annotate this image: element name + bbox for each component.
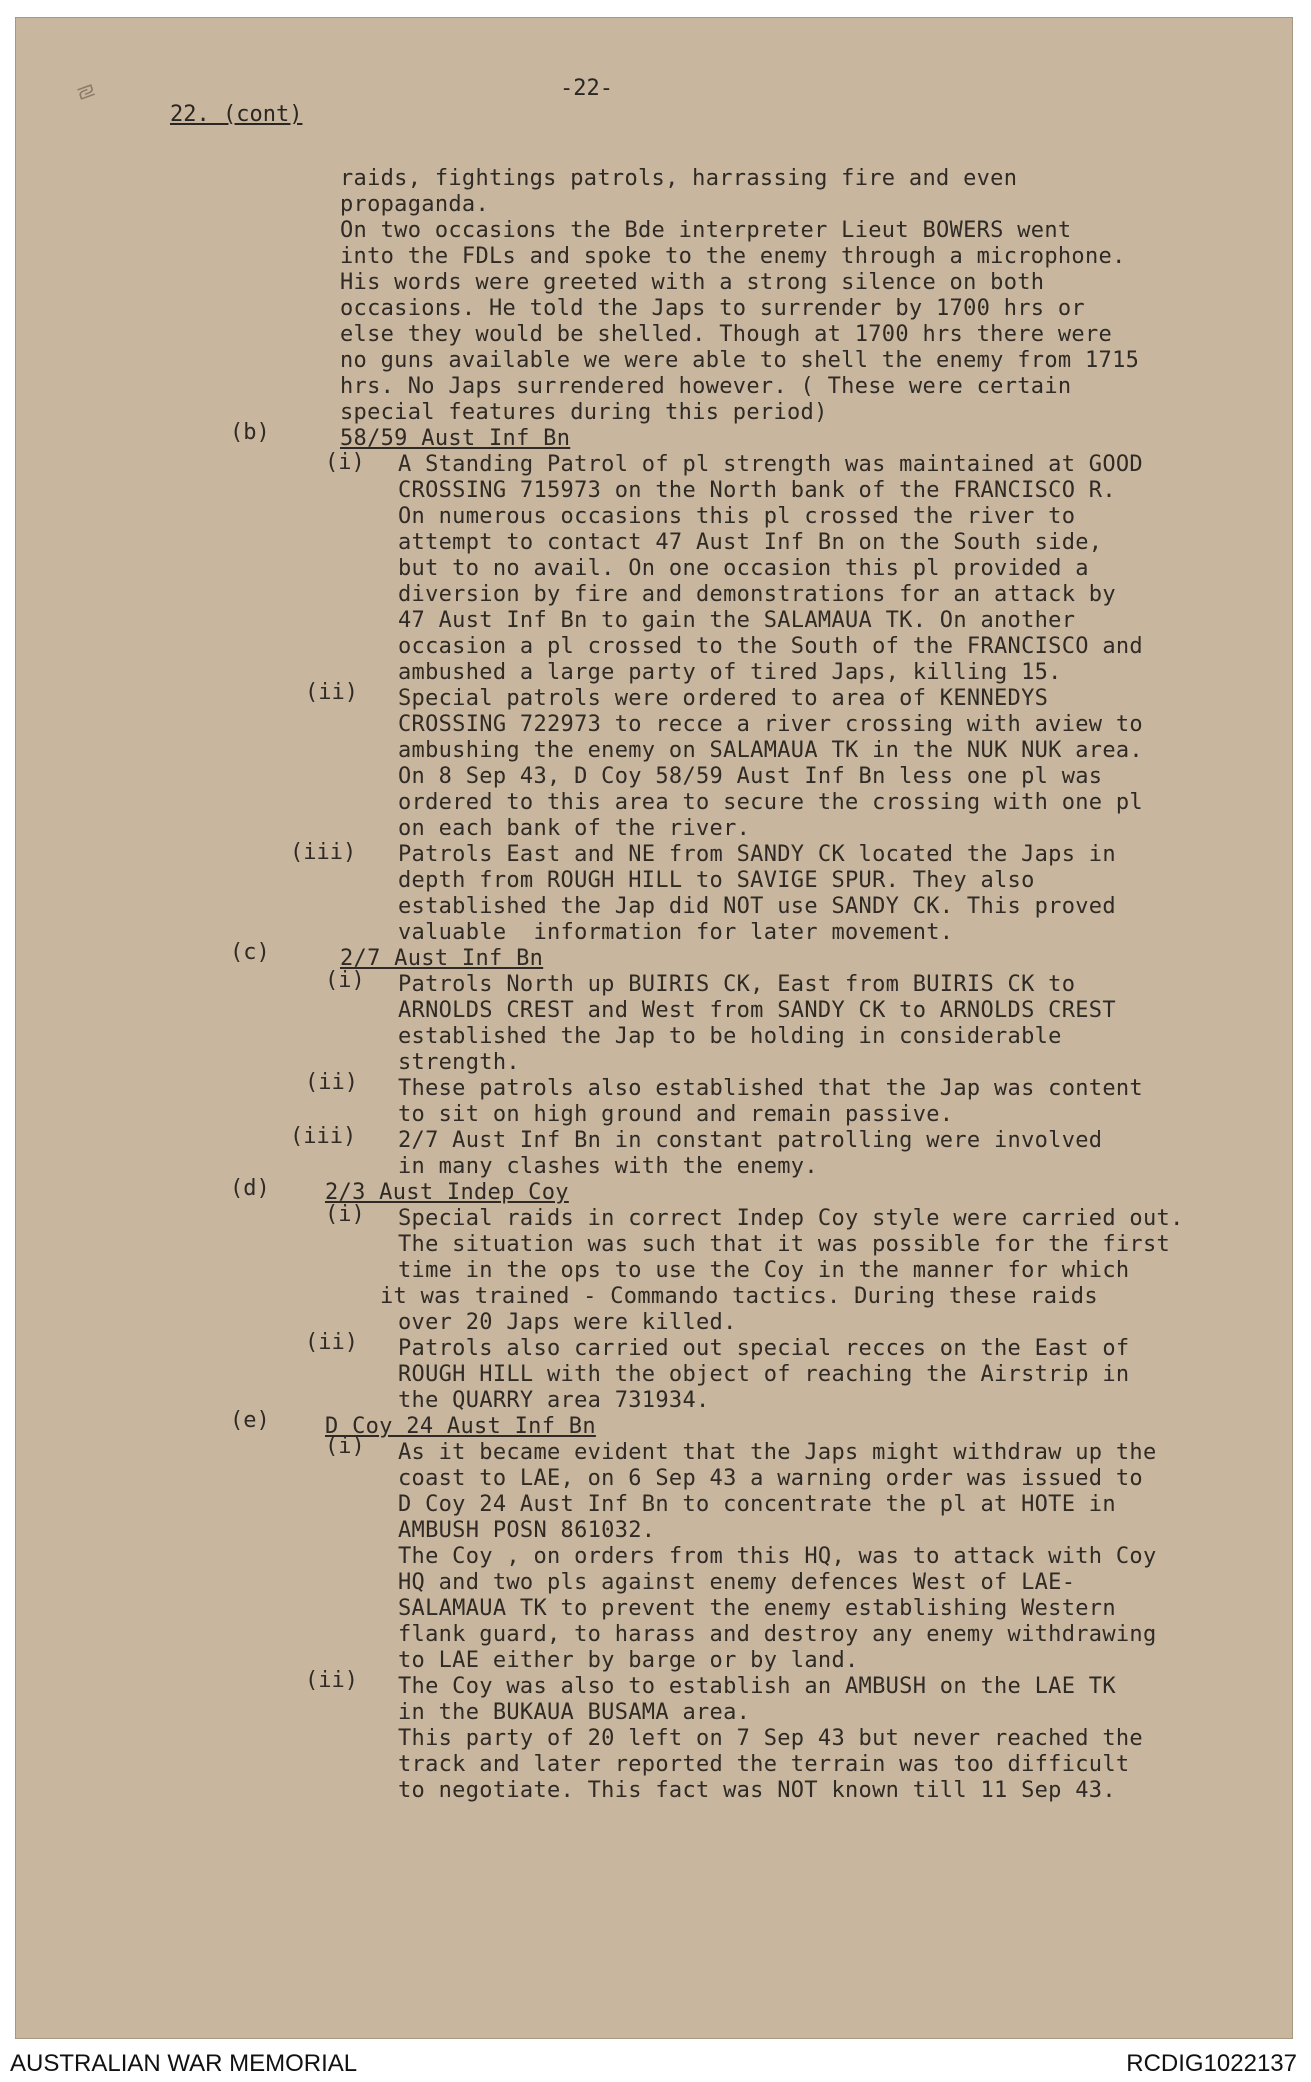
text-line: valuable information for later movement. [398, 920, 954, 945]
section-heading: 2/7 Aust Inf Bn [340, 946, 544, 971]
text-line: Patrols East and NE from SANDY CK located the Japs in [398, 842, 1116, 867]
text-line: occasions. He told the Japs to surrender by 1700 hrs or [340, 296, 1085, 321]
item-marker: (ii) [305, 1070, 358, 1095]
text-line: A Standing Patrol of pl strength was maintained at GOOD [398, 452, 1143, 477]
text-line: track and later reported the terrain was too difficult [398, 1752, 1130, 1777]
text-line: in many clashes with the enemy. [398, 1154, 818, 1179]
section-heading: 58/59 Aust Inf Bn [340, 426, 571, 451]
text-line: depth from ROUGH HILL to SAVIGE SPUR. They also [398, 868, 1035, 893]
text-line: raids, fightings patrols, harrassing fire and even [340, 166, 1018, 191]
text-line: attempt to contact 47 Aust Inf Bn on the South side, [398, 530, 1103, 555]
text-line: Patrols also carried out special recces on the East of [398, 1336, 1130, 1361]
text-line: established the Jap did NOT use SANDY CK. This proved [398, 894, 1116, 919]
text-line: hrs. No Japs surrendered however. ( These were certain [340, 374, 1072, 399]
text-line: On numerous occasions this pl crossed the river to [398, 504, 1076, 529]
text-line: As it became evident that the Japs might withdraw up the [398, 1440, 1157, 1465]
text-line: On 8 Sep 43, D Coy 58/59 Aust Inf Bn less one pl was [398, 764, 1103, 789]
item-marker: (ii) [305, 680, 358, 705]
text-line: The Coy , on orders from this HQ, was to attack with Coy [398, 1544, 1157, 1569]
text-line: Patrols North up BUIRIS CK, East from BUIRIS CK to [398, 972, 1076, 997]
text-line: These patrols also established that the Jap was content [398, 1076, 1143, 1101]
text-line: time in the ops to use the Coy in the manner for which [398, 1258, 1130, 1283]
text-line: established the Jap to be holding in considerable [398, 1024, 1062, 1049]
text-line: it was trained - Commando tactics. During these raids [380, 1284, 1098, 1309]
text-line: His words were greeted with a strong silence on both [340, 270, 1045, 295]
section-marker-d: (d) [230, 1176, 270, 1201]
item-marker: (ii) [305, 1330, 358, 1355]
text-line: on each bank of the river. [398, 816, 751, 841]
text-line: coast to LAE, on 6 Sep 43 a warning order was issued to [398, 1466, 1143, 1491]
text-line: into the FDLs and spoke to the enemy through a microphone. [340, 244, 1126, 269]
item-marker: (iii) [290, 1124, 357, 1149]
text-line: This party of 20 left on 7 Sep 43 but never reached the [398, 1726, 1143, 1751]
text-line: Special patrols were ordered to area of KENNEDYS [398, 686, 1049, 711]
text-line: CROSSING 722973 to recce a river crossing with aview to [398, 712, 1143, 737]
text-line: The Coy was also to establish an AMBUSH on the LAE TK [398, 1674, 1116, 1699]
text-line: ordered to this area to secure the crossing with one pl [398, 790, 1143, 815]
section-marker-c: (c) [230, 940, 270, 965]
text-line: to negotiate. This fact was NOT known till 11 Sep 43. [398, 1778, 1116, 1803]
text-line: the QUARRY area 731934. [398, 1388, 710, 1413]
section-marker-e: (e) [230, 1408, 270, 1433]
text-line: in the BUKAUA BUSAMA area. [398, 1700, 751, 1725]
footer-source: AUSTRALIAN WAR MEMORIAL [10, 2050, 358, 2077]
text-line: propaganda. [340, 192, 489, 217]
page-number: -22- [560, 76, 613, 101]
text-line: SALAMAUA TK to prevent the enemy establishing Western [398, 1596, 1116, 1621]
item-marker: (ii) [305, 1668, 358, 1693]
text-line: 47 Aust Inf Bn to gain the SALAMAUA TK. On another [398, 608, 1076, 633]
paragraph-reference: 22. (cont) [170, 102, 303, 127]
text-line: On two occasions the Bde interpreter Lieut BOWERS went [340, 218, 1072, 243]
section-heading: 2/3 Aust Indep Coy [325, 1180, 569, 1205]
section-heading: D Coy 24 Aust Inf Bn [325, 1414, 596, 1439]
text-line: strength. [398, 1050, 520, 1075]
text-line: diversion by fire and demonstrations for an attack by [398, 582, 1116, 607]
text-line: flank guard, to harass and destroy any enemy withdrawing [398, 1622, 1157, 1647]
text-line: Special raids in correct Indep Coy style were carried out. [398, 1206, 1184, 1231]
text-line: to sit on high ground and remain passive. [398, 1102, 954, 1127]
text-line: ambushed a large party of tired Japs, killing 15. [398, 660, 1062, 685]
text-line: The situation was such that it was possible for the first [398, 1232, 1171, 1257]
text-line: D Coy 24 Aust Inf Bn to concentrate the pl at HOTE in [398, 1492, 1116, 1517]
footer-id: RCDIG1022137 [1126, 2050, 1297, 2077]
text-line: AMBUSH POSN 861032. [398, 1518, 656, 1543]
item-marker: (i) [325, 450, 365, 475]
text-line: CROSSING 715973 on the North bank of the FRANCISCO R. [398, 478, 1116, 503]
archive-footer [0, 2042, 1311, 2082]
text-line: special features during this period) [340, 400, 828, 425]
text-line: to LAE either by barge or by land. [398, 1648, 859, 1673]
archive-stamp: ₪ [72, 82, 100, 102]
item-marker: (i) [325, 1202, 365, 1227]
text-line: HQ and two pls against enemy defences West of LAE- [398, 1570, 1076, 1595]
text-line: ambushing the enemy on SALAMAUA TK in the NUK NUK area. [398, 738, 1143, 763]
item-marker: (i) [325, 968, 365, 993]
text-line: else they would be shelled. Though at 1700 hrs there were [340, 322, 1113, 347]
text-line: no guns available we were able to shell the enemy from 1715 [340, 348, 1140, 373]
section-marker-b: (b) [230, 420, 270, 445]
text-line: over 20 Japs were killed. [398, 1310, 737, 1335]
item-marker: (i) [325, 1434, 365, 1459]
text-line: but to no avail. On one occasion this pl provided a [398, 556, 1089, 581]
item-marker: (iii) [290, 840, 357, 865]
text-line: occasion a pl crossed to the South of the FRANCISCO and [398, 634, 1143, 659]
text-line: ARNOLDS CREST and West from SANDY CK to ARNOLDS CREST [398, 998, 1116, 1023]
text-line: 2/7 Aust Inf Bn in constant patrolling were involved [398, 1128, 1103, 1153]
text-line: ROUGH HILL with the object of reaching the Airstrip in [398, 1362, 1130, 1387]
